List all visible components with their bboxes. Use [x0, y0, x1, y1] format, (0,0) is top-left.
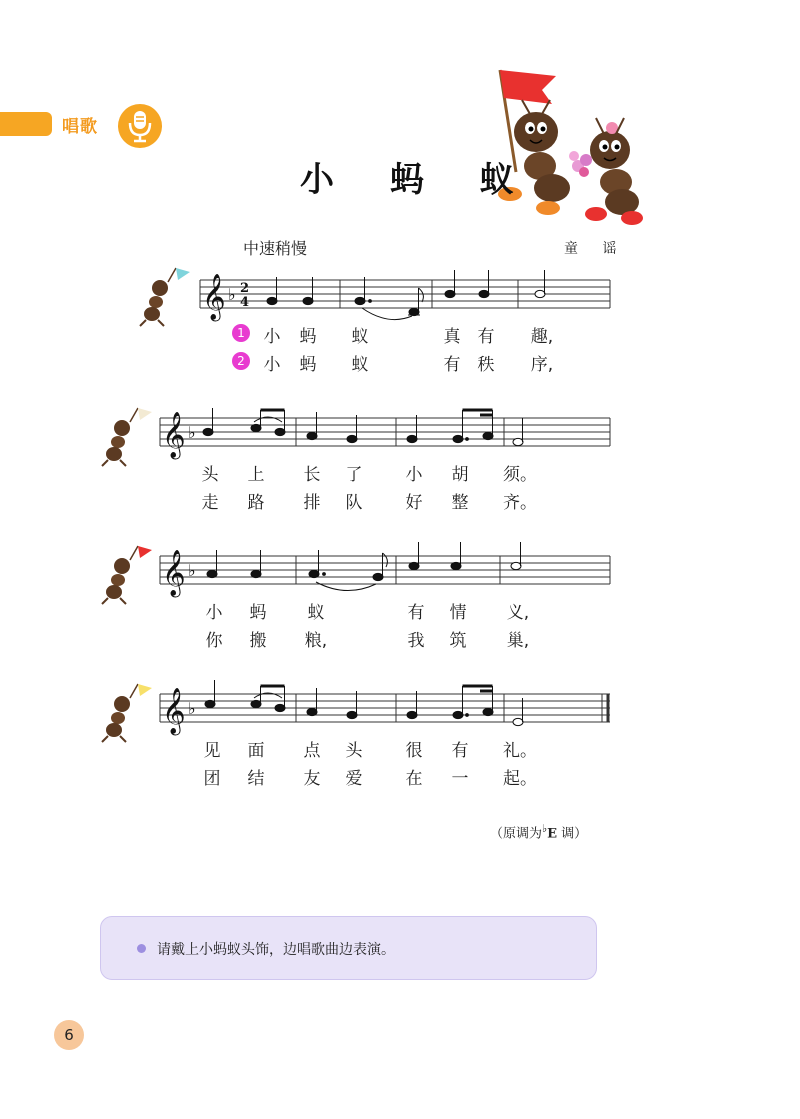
- verse-number-badge: 1: [232, 324, 250, 342]
- lyric-syllable: 见: [203, 741, 221, 761]
- microphone-icon: [118, 104, 162, 148]
- lyric-syllable: 蚂: [299, 355, 317, 375]
- ant-with-flag-icon: [102, 408, 152, 466]
- lyric-syllable: 粮,: [304, 631, 328, 651]
- tempo-marking: 中速稍慢: [243, 239, 308, 258]
- lyric-syllable: 长: [303, 465, 321, 485]
- lyric-syllable: 胡: [451, 465, 469, 485]
- lyric-line-verse-2: [0, 626, 800, 651]
- lyric-syllable: 巢,: [506, 631, 530, 651]
- lyric-line-verse-1: [0, 460, 800, 485]
- lyric-syllable: 蚁: [351, 355, 369, 375]
- lyric-syllable: 情: [449, 603, 467, 623]
- ants-illustration: [486, 62, 646, 232]
- song-title: 小 蚂 蚁: [300, 160, 536, 200]
- key-note-suffix: 调）: [557, 826, 588, 842]
- verse-number-badge: 2: [232, 352, 250, 370]
- lyric-syllable: 起。: [503, 769, 537, 789]
- section-label: 唱歌: [62, 117, 98, 137]
- lyric-syllable: 头: [345, 741, 363, 761]
- lyric-syllable: 须。: [503, 465, 537, 485]
- song-credit: 童 谣: [564, 241, 627, 257]
- lyric-syllable: 礼。: [503, 741, 537, 761]
- lyric-syllable: 结: [247, 769, 265, 789]
- lyric-syllable: 小: [405, 465, 423, 485]
- lyric-line-verse-1: [0, 598, 800, 623]
- key-note-key: E: [547, 826, 558, 842]
- svg-text:𝄞: 𝄞: [162, 550, 186, 596]
- lyric-syllable: 上: [247, 465, 265, 485]
- lyric-syllable: 队: [345, 493, 363, 513]
- lyric-syllable: 蚁: [307, 603, 325, 623]
- lyric-syllable: 搬: [249, 631, 267, 651]
- lyric-syllable: 趣,: [530, 327, 554, 347]
- lyric-syllable: 齐。: [503, 493, 537, 513]
- svg-text:♭: ♭: [188, 699, 196, 718]
- svg-text:𝄞: 𝄞: [162, 688, 186, 734]
- lyric-syllable: 路: [247, 493, 265, 513]
- lyric-syllable: 义,: [506, 603, 530, 623]
- lyric-syllable: 筑: [449, 631, 467, 651]
- lyric-syllable: 头: [201, 465, 219, 485]
- music-system-3: [0, 536, 800, 656]
- lyric-syllable: 爱: [345, 769, 363, 789]
- staff-1: [0, 260, 800, 330]
- lyric-syllable: 有: [477, 327, 495, 347]
- svg-text:♭: ♭: [188, 561, 196, 580]
- page-number: 6: [54, 1020, 84, 1050]
- lyric-syllable: 一: [451, 769, 469, 789]
- music-system-1: [0, 260, 800, 380]
- staff-4: [0, 674, 800, 744]
- activity-tip-box: [100, 916, 597, 980]
- bullet-dot-icon: [137, 944, 146, 953]
- lyric-syllable: 有: [443, 355, 461, 375]
- original-key-note: [490, 822, 587, 841]
- lyric-syllable: 友: [303, 769, 321, 789]
- lyric-syllable: 在: [405, 769, 423, 789]
- ant-with-flag-icon: [102, 546, 152, 604]
- lyric-syllable: 有: [407, 603, 425, 623]
- lyric-syllable: 蚂: [299, 327, 317, 347]
- staff-3: [0, 536, 800, 606]
- lyric-line-verse-2: [0, 350, 800, 375]
- ant-with-flag-icon: [102, 684, 152, 742]
- lyric-syllable: 蚂: [249, 603, 267, 623]
- lyric-syllable: 整: [451, 493, 469, 513]
- svg-text:♭: ♭: [188, 423, 196, 442]
- lyric-syllable: 真: [443, 327, 461, 347]
- svg-text:𝄞: 𝄞: [162, 412, 186, 458]
- lyric-syllable: 小: [263, 327, 281, 347]
- lyric-syllable: 好: [405, 493, 423, 513]
- lyric-syllable: 排: [303, 493, 321, 513]
- lyric-syllable: 面: [247, 741, 265, 761]
- key-note-prefix: （原调为: [490, 826, 543, 842]
- section-bar: [0, 112, 52, 136]
- lyric-syllable: 我: [407, 631, 425, 651]
- staff-2: [0, 398, 800, 468]
- lyric-line-verse-2: [0, 488, 800, 513]
- lyric-syllable: 小: [205, 603, 223, 623]
- lyric-line-verse-1: [0, 736, 800, 761]
- music-system-4: [0, 674, 800, 794]
- lyric-syllable: 小: [263, 355, 281, 375]
- lyric-syllable: 很: [405, 741, 423, 761]
- lyric-syllable: 了: [345, 465, 363, 485]
- lyric-syllable: 走: [201, 493, 219, 513]
- svg-text:4: 4: [240, 295, 250, 310]
- ant-with-flag-icon: [140, 268, 190, 326]
- music-system-2: [0, 398, 800, 518]
- lyric-syllable: 你: [205, 631, 223, 651]
- lyric-syllable: 团: [203, 769, 221, 789]
- lyric-syllable: 蚁: [351, 327, 369, 347]
- lyric-syllable: 点: [303, 741, 321, 761]
- svg-text:𝄞: 𝄞: [202, 274, 226, 320]
- svg-text:2: 2: [240, 281, 250, 296]
- lyric-syllable: 有: [451, 741, 469, 761]
- svg-text:♭: ♭: [228, 285, 236, 304]
- flat-symbol: ♭: [542, 822, 548, 835]
- lyric-line-verse-2: [0, 764, 800, 789]
- activity-tip-text: 请戴上小蚂蚁头饰，边唱歌曲边表演。: [157, 942, 395, 958]
- lyric-syllable: 序,: [530, 355, 554, 375]
- lyric-line-verse-1: [0, 322, 800, 347]
- lyric-syllable: 秩: [477, 355, 495, 375]
